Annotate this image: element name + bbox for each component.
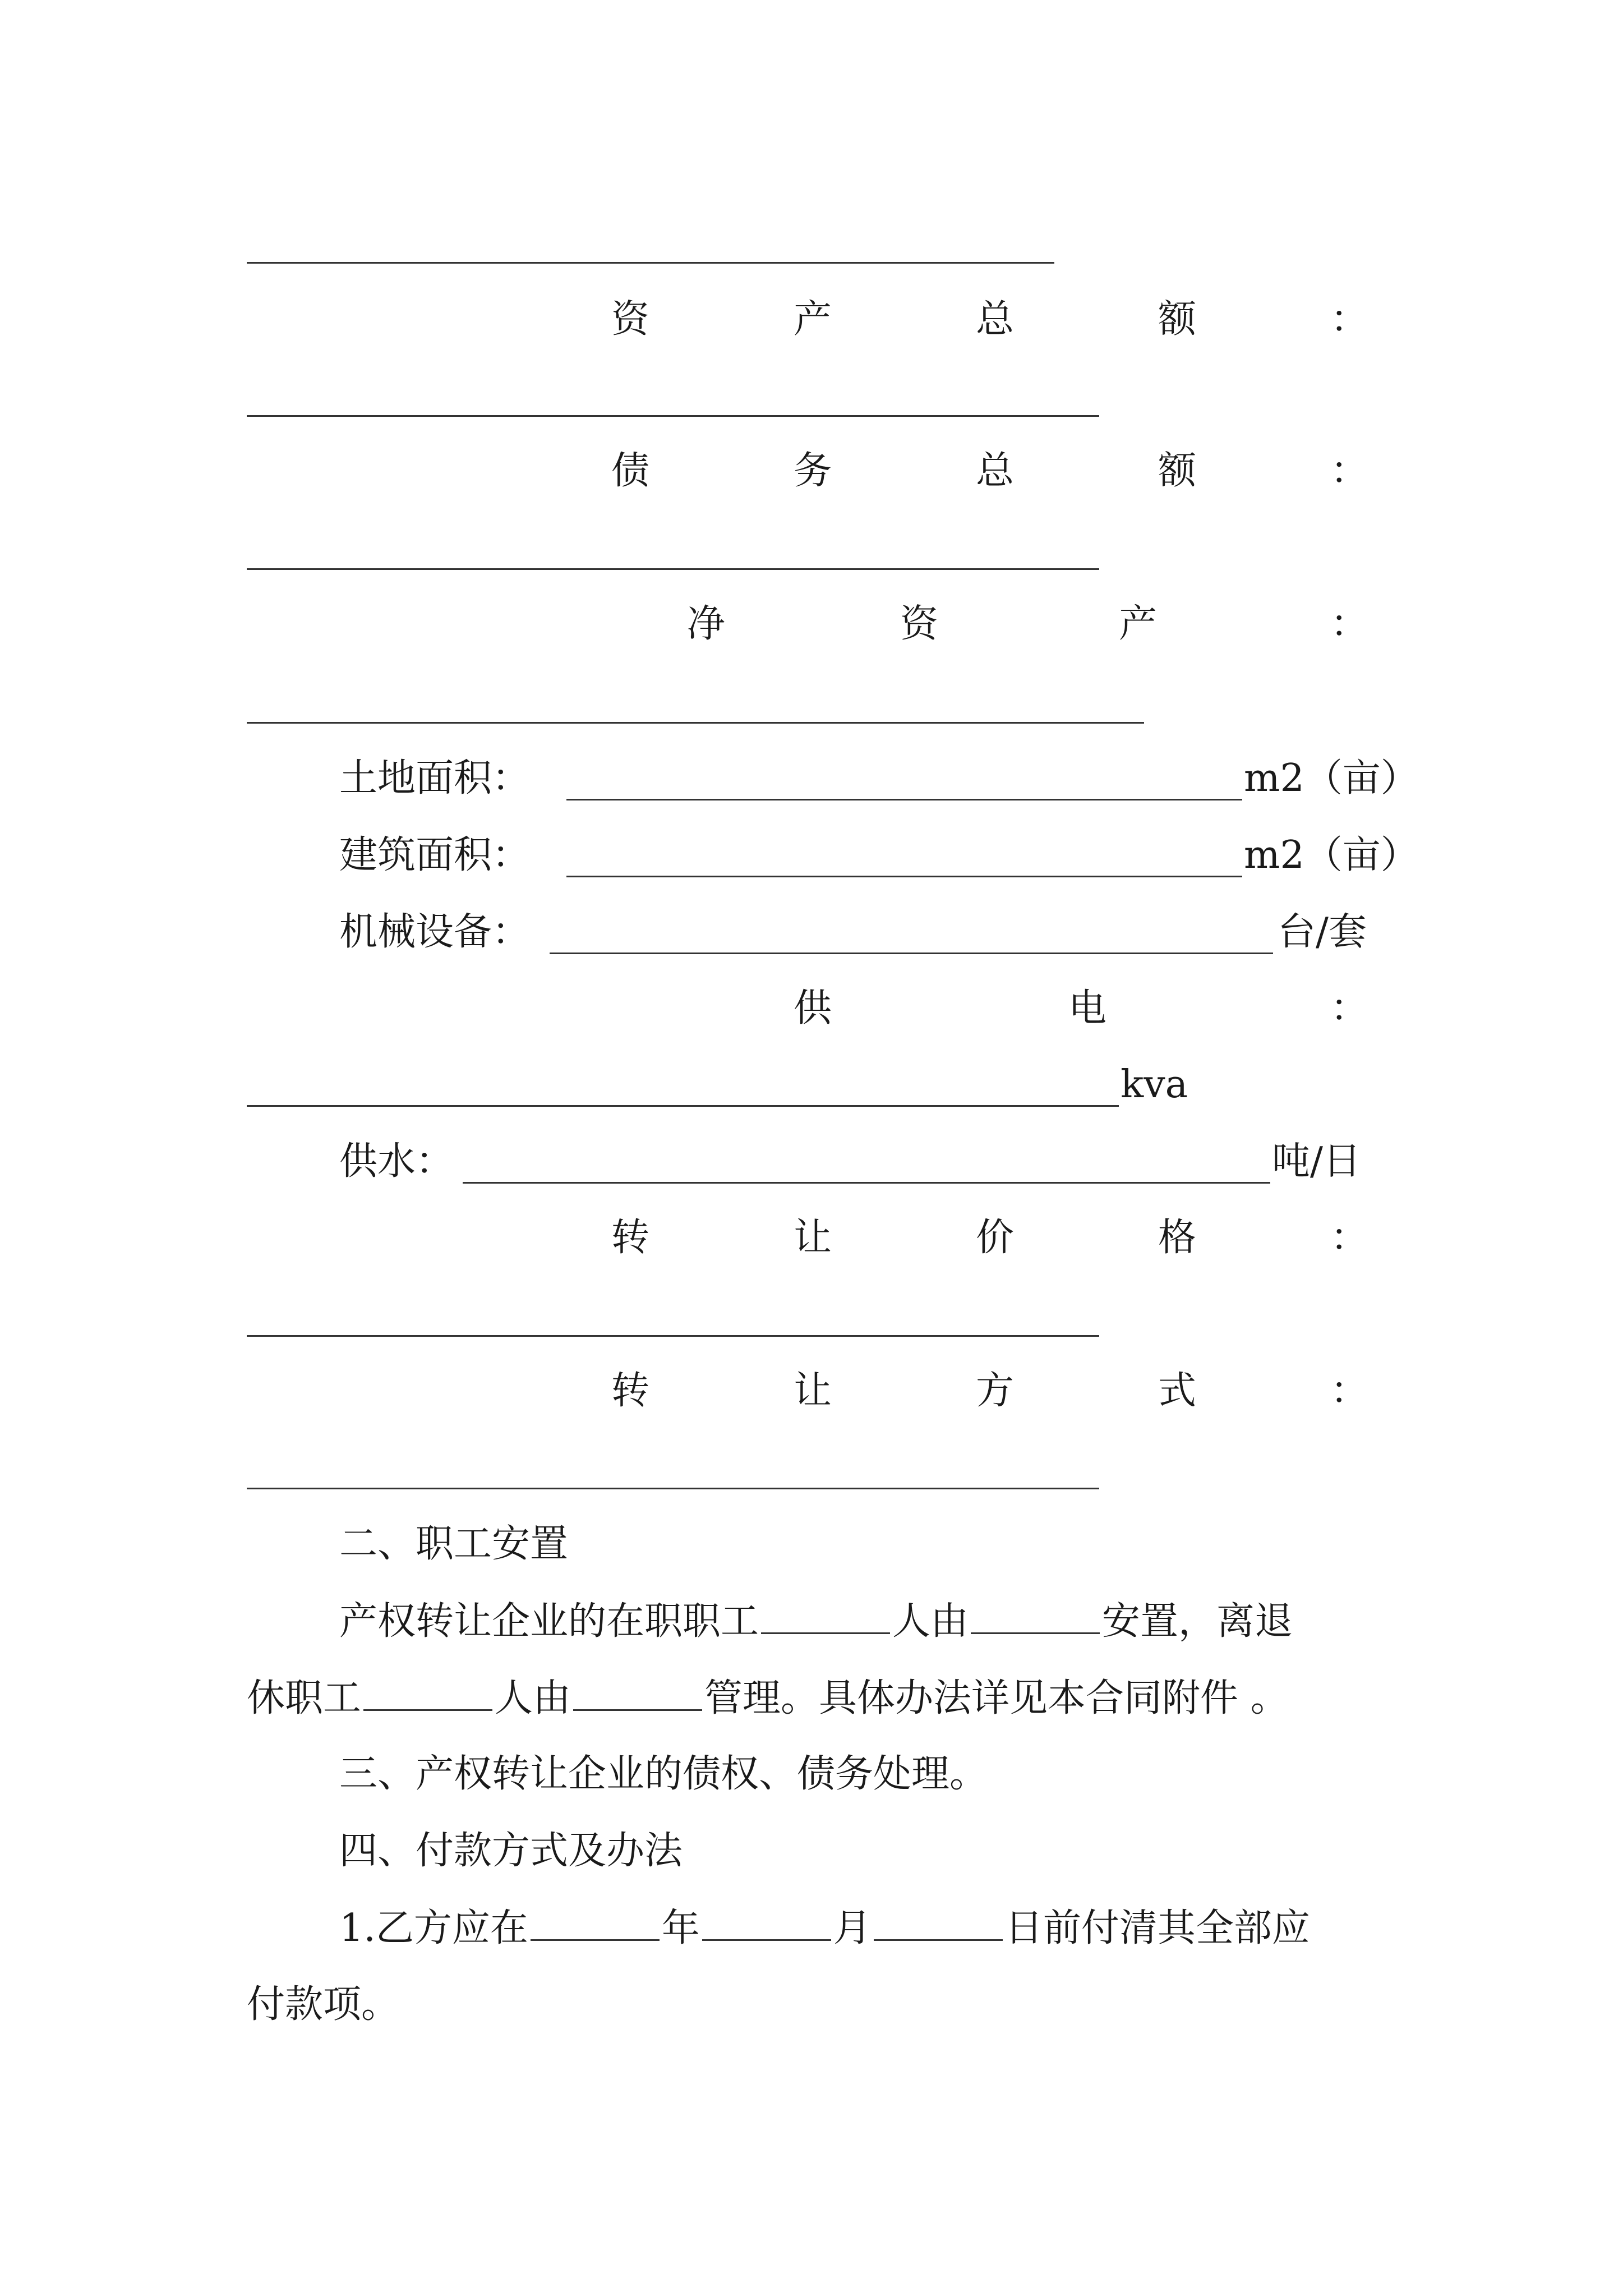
building-area-label: 建筑面积： [339, 833, 531, 877]
transfer-method-char-4: 式 [1158, 1369, 1197, 1413]
power-supply-char-1: 供 [794, 986, 832, 1030]
building-area-unit: m2（亩） [1244, 833, 1419, 877]
blank-line-top [247, 262, 1054, 264]
transfer-method-colon: ： [1330, 1369, 1369, 1413]
section-4-text-c: 日前付清其全部应 [1004, 1906, 1310, 1950]
total-assets-char-2: 产 [794, 297, 832, 342]
section-2-paragraph-line-2 [247, 1676, 1289, 1721]
machinery-label: 机械设备： [339, 910, 531, 954]
land-area-unit: m2（亩） [1244, 756, 1419, 800]
land-area-label: 土地面积： [339, 756, 531, 800]
section-4-paragraph-line-1 [339, 1906, 1310, 1951]
transfer-price-colon: ： [1330, 1216, 1369, 1260]
section-2-text-e: 人由 [495, 1676, 571, 1720]
machinery-unit: 台/套 [1278, 910, 1367, 954]
total-assets-blank[interactable] [247, 415, 1099, 417]
section-2-text-d: 休职工 [247, 1676, 362, 1720]
land-area-blank[interactable] [566, 799, 1242, 800]
total-debts-blank[interactable] [247, 568, 1099, 570]
water-supply-unit: 吨/日 [1272, 1139, 1361, 1184]
transfer-price-char-1: 转 [611, 1216, 650, 1260]
total-debts-char-3: 总 [976, 449, 1015, 493]
section-4-heading: 四、付款方式及办法 [339, 1829, 683, 1873]
section-2-paragraph-line-1 [339, 1599, 1293, 1644]
total-debts-char-4: 额 [1158, 449, 1197, 493]
power-supply-unit: kva [1121, 1062, 1188, 1107]
net-assets-char-3: 产 [1119, 602, 1158, 646]
transfer-price-char-2: 让 [794, 1216, 832, 1260]
transfer-price-char-3: 价 [976, 1216, 1015, 1260]
section-2-text-b: 人由 [892, 1599, 969, 1644]
net-assets-colon: ： [1330, 602, 1369, 646]
transfer-method-char-2: 让 [794, 1369, 832, 1413]
net-assets-blank[interactable] [247, 722, 1144, 724]
section-2-text-f: 管理。具体办法详见本合同附件 。 [704, 1676, 1289, 1720]
transfer-price-char-4: 格 [1158, 1216, 1197, 1260]
water-supply-blank[interactable] [463, 1182, 1270, 1184]
total-debts-char-2: 务 [794, 449, 832, 493]
transfer-method-char-1: 转 [611, 1369, 650, 1413]
payment-day-blank[interactable] [874, 1906, 1003, 1941]
transfer-method-char-3: 方 [976, 1369, 1015, 1413]
power-supply-char-2: 电 [1068, 986, 1107, 1030]
power-supply-colon: ： [1330, 986, 1369, 1030]
net-assets-char-2: 资 [900, 602, 939, 646]
total-assets-colon: ： [1330, 297, 1369, 342]
section-2-text-a: 产权转让企业的在职职工 [339, 1599, 759, 1644]
transfer-price-blank[interactable] [247, 1335, 1099, 1337]
section-4-month-label: 月 [833, 1906, 872, 1950]
section-2-heading: 二、职工安置 [339, 1522, 569, 1566]
transfer-method-blank[interactable] [247, 1488, 1099, 1489]
employee-placement-blank[interactable] [971, 1599, 1100, 1634]
total-assets-char-3: 总 [976, 297, 1015, 342]
water-supply-label: 供水： [339, 1139, 454, 1184]
section-4-paragraph-line-2: 付款项。 [247, 1982, 400, 2027]
section-4-text-a: 1.乙方应在 [339, 1906, 528, 1950]
total-assets-char-1: 资 [611, 297, 650, 342]
retiree-count-blank[interactable] [363, 1676, 492, 1711]
machinery-blank[interactable] [550, 953, 1273, 954]
section-4-year-label: 年 [661, 1906, 700, 1950]
total-debts-colon: ： [1330, 449, 1369, 493]
section-3-heading: 三、产权转让企业的债权、债务处理。 [339, 1752, 988, 1796]
net-assets-char-1: 净 [687, 602, 726, 646]
power-supply-blank[interactable] [247, 1105, 1119, 1107]
retiree-management-blank[interactable] [573, 1676, 702, 1711]
section-2-text-c: 安置，离退 [1102, 1599, 1293, 1644]
payment-year-blank[interactable] [531, 1906, 660, 1941]
total-assets-char-4: 额 [1158, 297, 1197, 342]
total-debts-char-1: 债 [611, 449, 650, 493]
building-area-blank[interactable] [566, 876, 1242, 877]
employee-count-blank[interactable] [761, 1599, 890, 1634]
payment-month-blank[interactable] [702, 1906, 831, 1941]
